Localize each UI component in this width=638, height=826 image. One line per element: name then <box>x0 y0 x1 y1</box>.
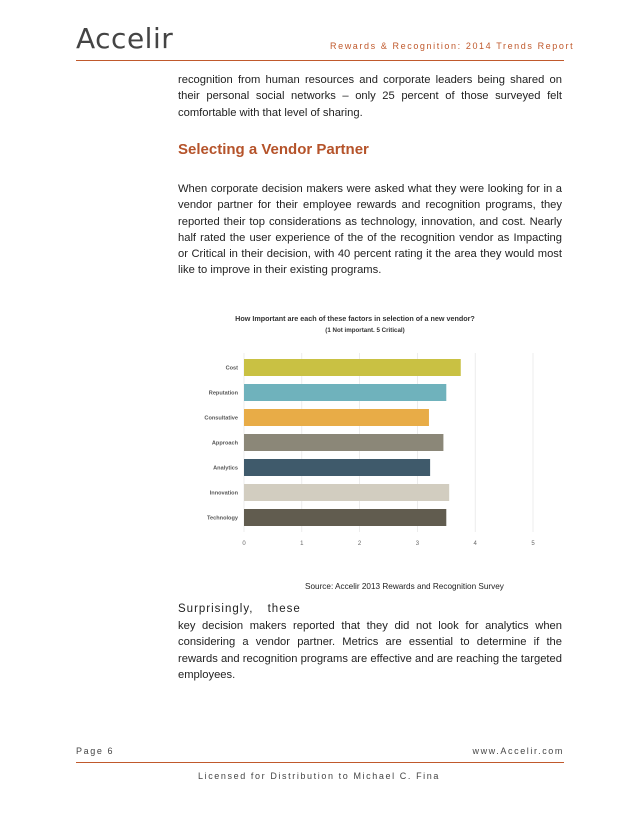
website-url: www.Accelir.com <box>472 746 564 756</box>
accelir-logo: Accelir <box>76 22 174 55</box>
category-label-cost: Cost <box>225 365 238 372</box>
bar-innovation <box>244 484 449 501</box>
vendor-paragraph-block <box>178 181 562 279</box>
x-tick-4: 4 <box>473 541 477 547</box>
license-notice: Licensed for Distribution to Michael C. Fina <box>198 771 440 781</box>
category-label-analytics: Analytics <box>213 465 238 472</box>
chart-subtitle: (1 Not important. 5 Critical) <box>325 327 405 334</box>
chart-source: Source: Accelir 2013 Rewards and Recognition Survey <box>305 582 504 591</box>
x-tick-2: 2 <box>357 541 362 547</box>
vendor-paragraph: When corporate decision makers were asked what they were looking for in a vendor partner for their employee rewards and recognition programs, they reported their top considerations as technology, innovation, and cost. Nearly half rated the user experience of the of the recognition vendor as Impacting or Critical in their decision, with 40 percent rating it the area they would most like to improve in their existing programs. <box>178 183 562 277</box>
x-tick-3: 3 <box>415 541 420 547</box>
intro-paragraph: recognition from human resources and corporate leaders being shared on their personal social networks – only 25 percent of those surveyed felt comfortable with that level of sharing. <box>178 74 562 119</box>
bar-technology <box>244 509 446 526</box>
footer-divider <box>76 762 564 763</box>
bar-reputation <box>244 384 446 401</box>
category-label-innovation: Innovation <box>209 490 238 497</box>
category-label-consultative: Consultative <box>204 415 238 422</box>
x-tick-5: 5 <box>531 541 535 547</box>
chart-title: How Important are each of these factors in selection of a new vendor? <box>235 314 475 323</box>
x-tick-0: 0 <box>242 541 246 547</box>
category-label-technology: Technology <box>207 515 238 522</box>
category-label-approach: Approach <box>211 440 238 447</box>
page-number: Page 6 <box>76 746 115 756</box>
bar-consultative <box>244 409 429 426</box>
header-divider <box>76 60 564 61</box>
vendor-factors-chart <box>150 308 570 558</box>
section-heading: Selecting a Vendor Partner <box>178 141 369 158</box>
bar-analytics <box>244 459 430 476</box>
analytics-paragraph: key decision makers reported that they did not look for analytics when considering a vendor partner. Metrics are essential to determine if the rewards and recognition programs are effective and are reaching the targeted employees. <box>178 620 562 681</box>
bar-approach <box>244 434 443 451</box>
category-label-reputation: Reputation <box>208 390 238 397</box>
intro-paragraph-block <box>178 72 562 121</box>
x-tick-1: 1 <box>300 541 304 547</box>
report-title: Rewards & Recognition: 2014 Trends Report <box>330 41 575 51</box>
surprisingly-label: Surprisingly, these <box>178 603 301 615</box>
analytics-paragraph-block <box>178 618 562 683</box>
bar-cost <box>244 359 461 376</box>
